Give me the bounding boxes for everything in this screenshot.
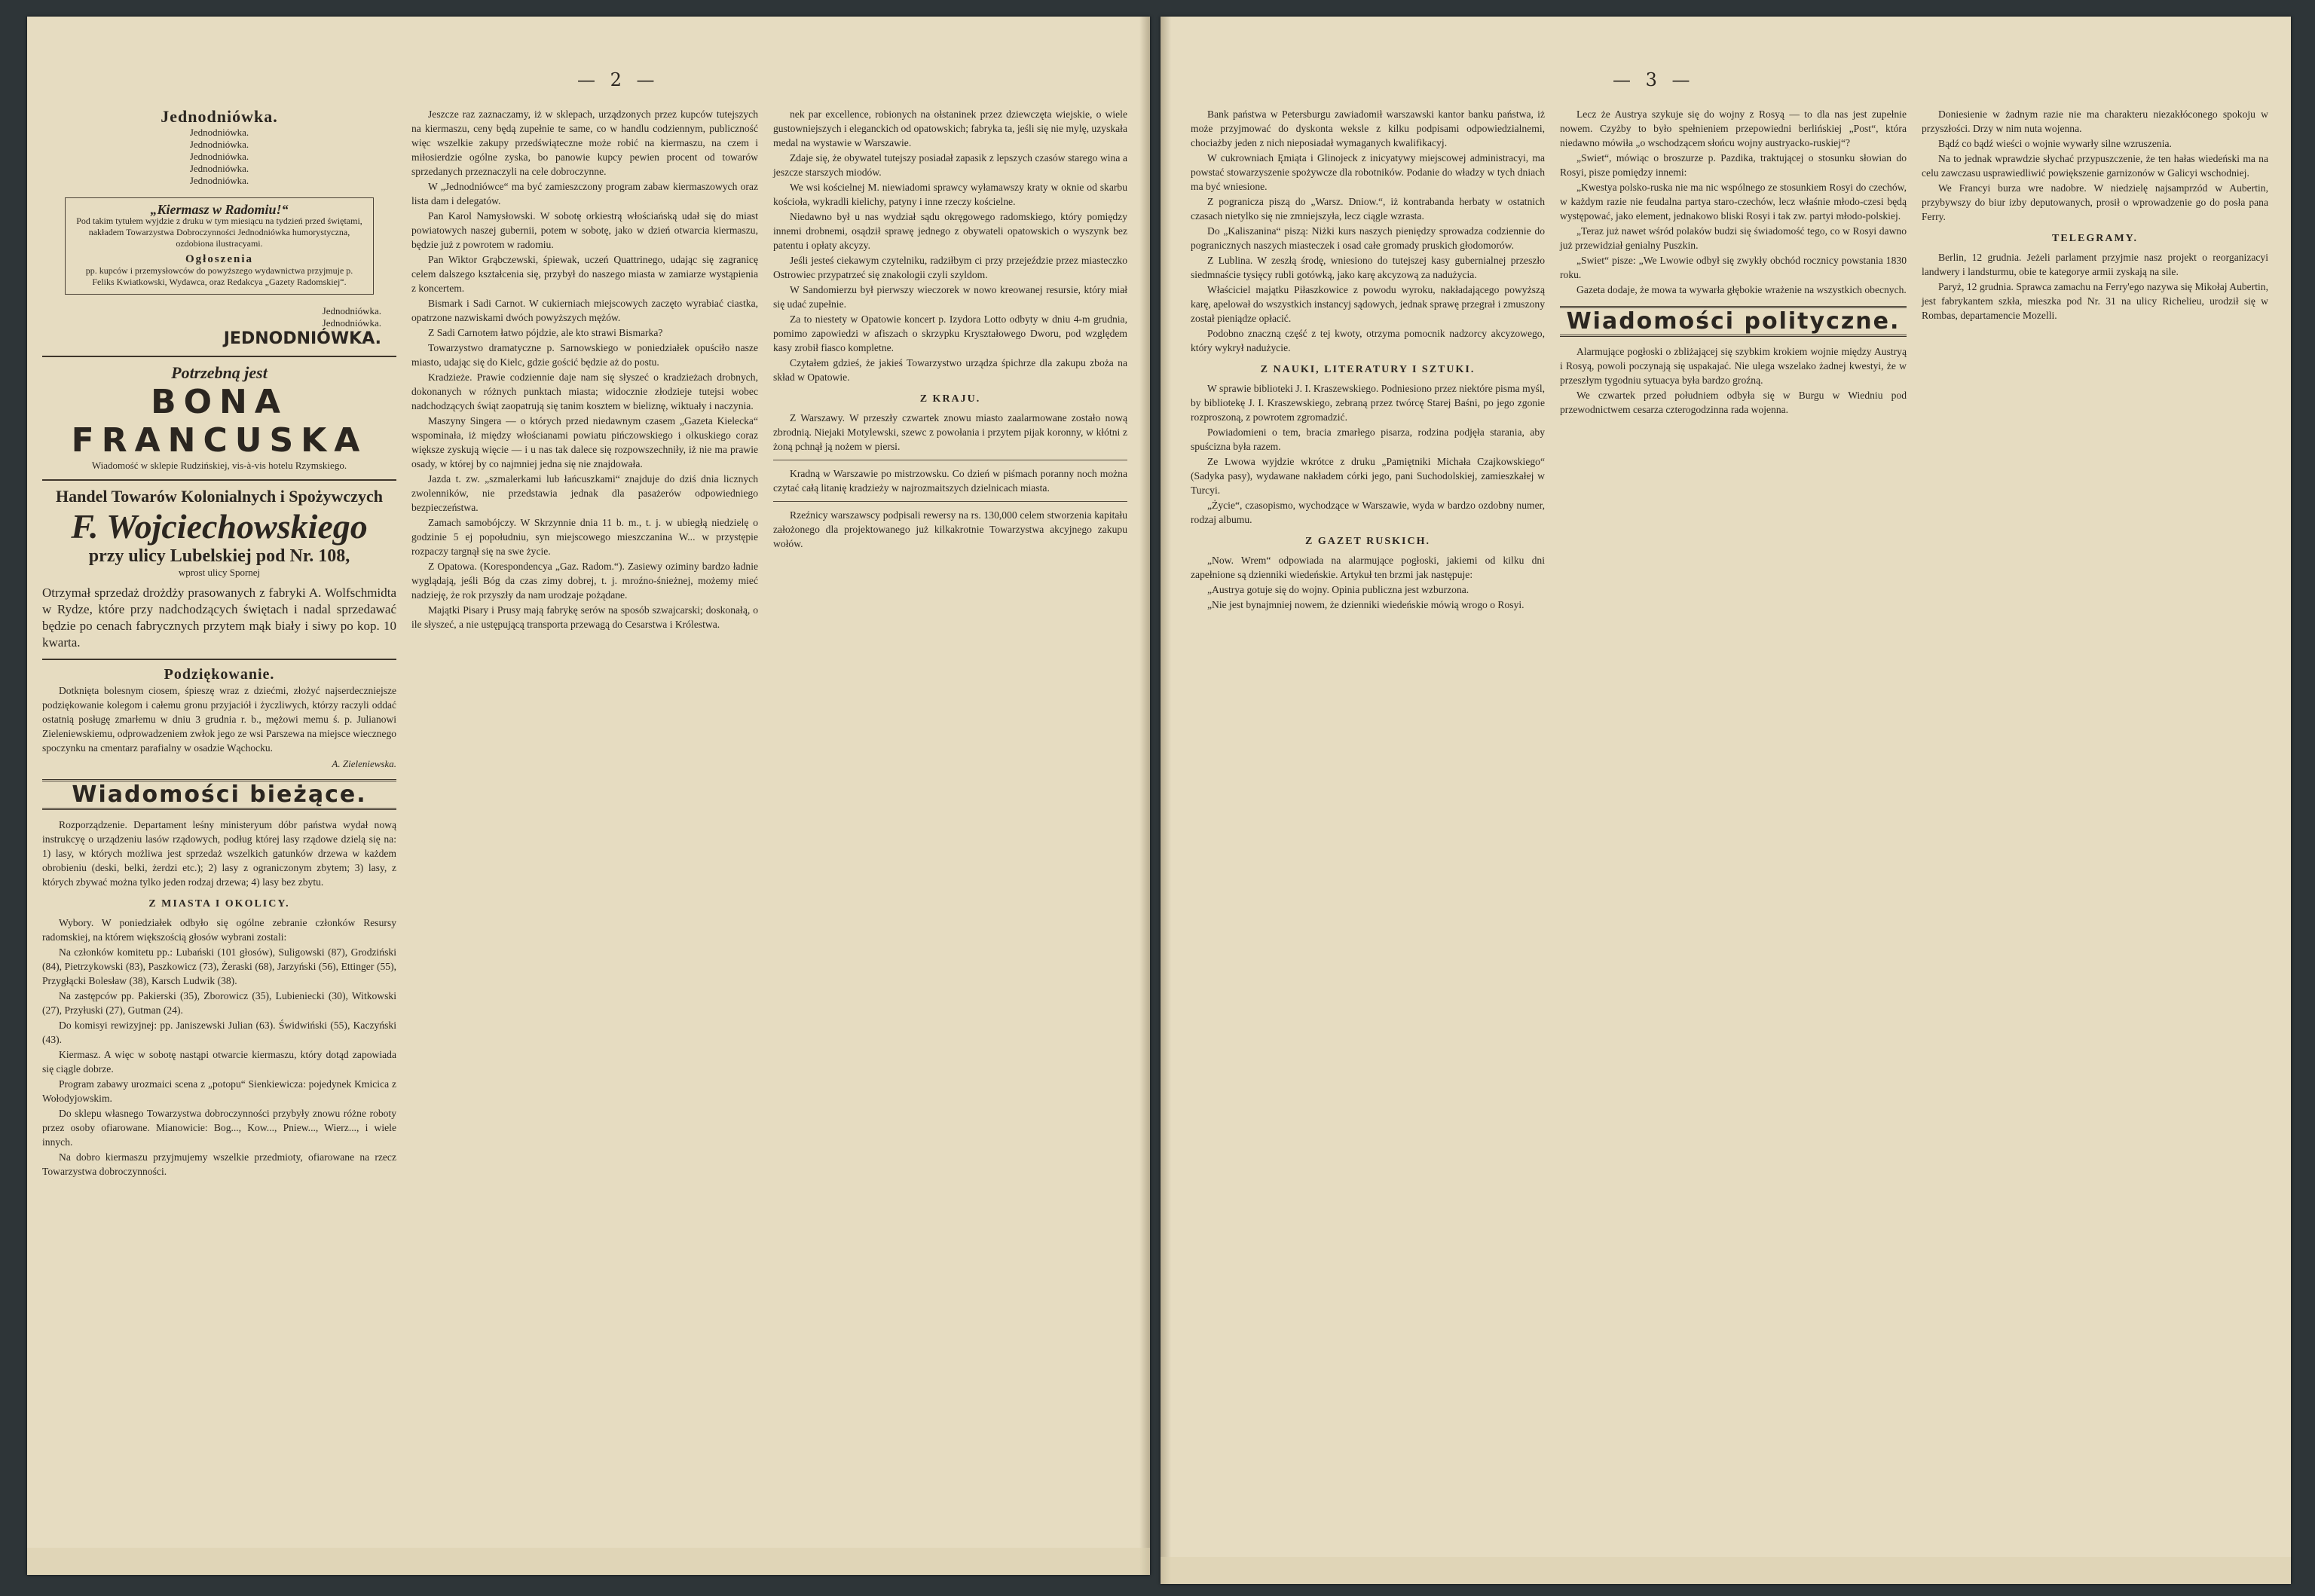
news-paragraph: Powiadomieni o tem, bracia zmarłego pisarza, rodzina podjęła starania, aby spuścizna była razem. — [1191, 427, 1545, 452]
news-paragraph: Zamach samobójczy. W Skrzynnie dnia 11 b. m., t. j. w ubiegłą niedzielę o godzinie 5 ej popołudniu, syn miejscowego mieszczanina W... w przystępie rozpaczy targnął się na swe życie. — [411, 517, 758, 557]
news-paragraph: Z Warszawy. W przeszły czwartek znowu miasto zaalarmowane zostało nową zbrodnią. Niejaki Motylewski, szewc z powołania i przytem pijak koronny, w kłótni z żoną pchnął ją nożem w piersi. — [773, 412, 1127, 452]
ad-jednodniowka-line: Jednodniówka. — [189, 151, 249, 162]
news-paragraph: Z pogranicza piszą do „Warsz. Dniow.“, iż kontrabanda herbaty w ostatnich czasach nietylko się nie zmniejszyła, lecz ciągle wzrasta. — [1191, 196, 1545, 222]
ad-ogloszenia-text: pp. kupców i przemysłowców do powyższego wydawnictwa przyjmuje p. Feliks Kwiatkowski, Wydawca, oraz Redakcya „Gazety Radomskiej“. — [85, 265, 353, 287]
news-paragraph: Ze Lwowa wyjdzie wkrótce z druku „Pamiętniki Michała Czajkowskiego“ (Sadyka pasy), wydawane nakładem córki jego, pani Suchodolskiej, zamieszkałej w Turcyi. — [1191, 456, 1545, 496]
right-page-column-2 — [1560, 107, 1907, 417]
subheading-z-kraju: Z KRAJU. — [919, 393, 981, 405]
subheading-telegramy: TELEGRAMY. — [2051, 233, 2138, 244]
news-paragraph: Maszyny Singera — o których przed niedawnym czasem „Gazeta Kielecka“ wspominała, iż między włościanami powiatu pińczowskiego i olkuskiego coraz większe zyskują więcie — i u nas tak dalece się rozpowszechniły, iż nie ma prawie osady, w której by co najmniej jedna się nie znajdowała. — [411, 415, 758, 469]
ad-jednodniowka-line: Jednodniówka. — [189, 127, 249, 138]
news-paragraph: Bank państwa w Petersburgu zawiadomił warszawski kantor banku państwa, iż może przyjmować do dyskonta weksle z kilku podpisami odpowiedzialnemi, chociażby jeden z nich nieposiadał wymaganych kwalifikacyj. — [1191, 109, 1545, 148]
news-paragraph: Z Lublina. W zeszłą środę, wniesiono do tutejszej kasy gubernialnej przeszło siedmnaście tysięcy rubli gotówką, jako karę akcyzową za nadużycia. — [1191, 255, 1545, 280]
news-paragraph: We Francyi burza wre nadobre. W niedzielę najsamprzód w Aubertin, przybywszy do biur izby deputowanych, prosił o wprowadzenie go do posła pana Ferry. — [1922, 182, 2268, 222]
subheading-z-gazet-ruskich: Z GAZET RUSKICH. — [1305, 536, 1430, 547]
paper-bottom-edge — [1161, 1557, 2291, 1584]
ad-jednodniowka-stack — [42, 107, 396, 187]
ad-jednodniowka-caps — [42, 305, 381, 348]
ad-jednodniowka-title: Jednodniówka. — [161, 107, 278, 126]
news-paragraph: W cukrowniach Ęmiąta i Glinojeck z inicyatywy miejscowej administracyi, ma powstać stowarzyszenie spożywcze dla robotników. Podanie do władzy w tych dniach ma być wniesione. — [1191, 152, 1545, 192]
paper-bottom-edge — [27, 1548, 1150, 1575]
ad-kiermasz-box — [65, 197, 374, 295]
ad-ogloszenia-title: Ogłoszenia — [185, 253, 253, 265]
news-paragraph: „Teraz już nawet wśród polaków budzi się świadomość tego, co w Rosyi dawno już przewidział genialny Puszkin. — [1560, 225, 1907, 251]
section-heading-wiadomosci-polityczne: Wiadomości polityczne. — [1560, 306, 1907, 337]
advertisement-column — [42, 107, 396, 1179]
ad-podpis: A. Zieleniewska. — [332, 758, 396, 769]
news-paragraph: Bądź co bądź wieści o wojnie wywarły silne wzruszenia. — [1938, 138, 2172, 149]
news-section — [42, 779, 396, 1179]
news-paragraph: Do „Kaliszanina“ piszą: Niżki kurs naszych pieniędzy sprowadza codziennie do pogranicznych naszych miasteczek i osad całe gromady pruskich głodomorów. — [1191, 225, 1545, 251]
news-paragraph: „Swiet“ pisze: „We Lwowie odbył się zwykły obchód rocznicy powstania 1830 roku. — [1560, 255, 1907, 280]
right-page-column-1 — [1191, 107, 1545, 613]
news-paragraph: Na członków komitetu pp.: Lubański (101 głosów), Suligowski (87), Grodziński (84), Pietrzykowski (83), Paszkowicz (73), Żeraski (68), Jarzyński (56), Ettinger (55), Przygłącki Bolesław (38), Karsch Ludwik (38). — [42, 946, 396, 986]
ad-bona — [42, 363, 396, 472]
news-paragraph: Lecz że Austrya szykuje się do wojny z Rosyą — to dla nas jest zupełnie nowem. Czyżby to było spełnieniem przepowiedni berlińskiej „Post“, która niedawno mówiła „o wschodzącem słońcu wojny austryacko-ruskiej“? — [1560, 109, 1907, 148]
news-paragraph: Z Sadi Carnotem łatwo pójdzie, ale kto strawi Bismarka? — [428, 327, 663, 338]
news-paragraph: Bismark i Sadi Carnot. W cukierniach miejscowych zaczęto wyrabiać ciastka, opatrzone nazwiskami dwóch powyższych mężów. — [411, 298, 758, 323]
news-paragraph: Jazda t. zw. „szmalerkami lub łańcuszkami“ znajduje do dziś dnia licznych zwolenników, nie przedstawia jednak dla pasażerów odpowiedniego bezpieczeństwa. — [411, 473, 758, 513]
news-paragraph: Niedawno był u nas wydział sądu okręgowego radomskiego, który pomiędzy innemi drobnemi, osądził sprawę jednego z obywateli opatowskich o wyszynk bez patentu i opłaty akcyzy. — [773, 211, 1127, 251]
ad-handel: Handel Towarów Kolonialnych i Spożywczych — [56, 487, 383, 506]
page-fold-shadow — [1161, 17, 1171, 1584]
ad-divider — [42, 356, 396, 357]
news-paragraph: We wsi kościelnej M. niewiadomi sprawcy wyłamawszy kraty w oknie od skarbu kościoła, wykradli kielichy, patyny i inne rzeczy kościelne. — [773, 182, 1127, 207]
news-paragraph: Rozporządzenie. Departament leśny ministeryum dóbr państwa wydał nową instrukcyę o urządzeniu lasów rządowych, podług której lasy rządowe dzielą się na: 1) lasy, w których możliwa jest sprzedaż wszelkich gatunków drzewa w każdem obrobieniu (deski, belki, żerdzi etc.); 2) lasy z ograniczonym zbytem; 3) lasy, z których zbywać można tylko jeden rodzaj drzewa; 4) lasy bez zbytu. — [42, 819, 396, 888]
news-paragraph: Towarzystwo dramatyczne p. Sarnowskiego w poniedziałek opuściło nasze miasto, udając się do Kielc, gdzie gościć będzie aż do postu. — [411, 342, 758, 368]
news-paragraph: Jeszcze raz zaznaczamy, iż w sklepach, urządzonych przez kupców tutejszych na kiermaszu, ceny będą zupełnie te same, co w handlu codziennym, publiczność więc wszelkie zakupy przedświąteczne może robić na kiermaszu, na czem i miłosierdzie ogólne zyska, bo panowie kupcy pewien procent od towarów sprzedanych przeznaczyli na cele dobroczynne. — [411, 109, 758, 177]
news-paragraph: Program zabawy urozmaici scena z „potopu“ Sienkiewicza: pojedynek Kmicica z Wołodyjowskim. — [42, 1078, 396, 1104]
news-paragraph: Na zastępców pp. Pakierski (35), Zborowicz (35), Lubieniecki (30), Witkowski (27), Przyłuski (27), Gutman (24). — [42, 990, 396, 1016]
ad-jednodniowka-line: Jednodniówka. — [189, 139, 249, 150]
news-paragraph: Alarmujące pogłoski o zbliżającej się szybkim krokiem wojnie między Austryą i Rosyą, powoli poczynają się uspakajać. Nie ulega wszelako żadnej kwestyi, że w przeszłym tygodniu sytuacya była bardzo groźną. — [1560, 346, 1907, 386]
ad-jednodniowka-line: Jednodniówka. — [189, 175, 249, 186]
subheading-z-miasta: Z MIASTA I OKOLICY. — [148, 898, 290, 910]
right-page-column-3 — [1922, 107, 2268, 323]
news-paragraph: Kradzieże. Prawie codziennie daje nam się słyszeć o kradzieżach drobnych, dokonanych w różnych punktach miasta; widocznie złodzieje tutejsi wobec nadchodzących świąt zaopatrują się tanim kosztem w bieliznę, wiktuały i naczynia. — [411, 371, 758, 411]
news-paragraph: Wybory. W poniedziałek odbyło się ogólne zebranie członków Resursy radomskiej, na którem większością głosów wybrani zostali: — [42, 917, 396, 943]
ad-jednodniowka-line: Jednodniówka. — [189, 163, 249, 174]
news-paragraph: Pan Karol Namysłowski. W sobotę orkiestrą włościańską udał się do miast powiatowych naszej gubernii, potem w sobotę, jako w dzień otwarcia kiermaszu, będzie już z powrotem w radomiu. — [411, 210, 758, 250]
news-paragraph: Kiermasz. A więc w sobotę nastąpi otwarcie kiermaszu, który dotąd zapowiada się ciągle dobrze. — [42, 1049, 396, 1075]
ad-jednodniowka-caps-text: JEDNODNIÓWKA. — [223, 329, 381, 348]
ad-wojciechowski-name: F. Wojciechowskiego — [71, 507, 368, 546]
news-paragraph: Majątki Pisary i Prusy mają fabrykę serów na sposób szwajcarski; doskonałą, o ile słyszeć, a nie ustępującą transporta przewagą do Cesarstwa i Królestwa. — [411, 604, 758, 630]
news-paragraph: Gazeta dodaje, że mowa ta wywarła głębokie wrażenie na wszystkich obecnych. — [1576, 284, 1907, 295]
ad-divider — [42, 479, 396, 481]
news-paragraph: „Życie“, czasopismo, wychodzące w Warszawie, wyda w bardzo ozdobny numer, rodzaj albumu. — [1191, 500, 1545, 525]
news-paragraph: nek par excellence, robionych na ołstaninek przez dziewczęta wiejskie, o wiele gustowniejszych i eleganckich od opatowskich; fabryka ta, jeśli się nie mylę, uzyskała medal na wystawie w Warszawie. — [773, 109, 1127, 148]
news-paragraph: Zdaje się, że obywatel tutejszy posiadał zapasik z lepszych czasów starego wina a jeszcze starszych miodów. — [773, 152, 1127, 178]
news-paragraph: Na to jednak wprawdzie słychać przypuszczenie, że ten hałas wiedeński ma na celu zawczasu usprawiedliwić powiększenie garnizonów w Galicyi wschodniej. — [1922, 153, 2268, 179]
page-number-left: — 2 — — [577, 69, 659, 90]
ad-kiermasz-text: Pod takim tytułem wyjdzie z druku w tym miesiącu na tydzień przed świętami, nakładem Towarzystwa Dobroczynności Jednodniówka humorystyczna, ozdobiona ilustracyami. — [76, 216, 362, 249]
ad-podziekowanie — [42, 666, 396, 770]
news-paragraph: Kradną w Warszawie po mistrzowsku. Co dzień w piśmach poranny noch można czytać całą litanię kradzieży w najrozmaitszych dzielnicach miasta. — [773, 468, 1127, 494]
news-paragraph: W „Jednodniówce“ ma być zamieszczony program zabaw kiermaszowych oraz lista dam i delegatów. — [411, 181, 758, 206]
page-number-right: — 3 — — [1613, 69, 1695, 90]
news-paragraph: „Kwestya polsko-ruska nie ma nic wspólnego ze stosunkiem Rosyi do czechów, w każdym razie nie feudalna partya staro-czechów, lecz właśnie młodo-czesi będą występować, jako element, jednakowo bliski Rosyi i tak zw. partyi młodo-polskiej. — [1560, 182, 1907, 222]
ad-podziekowanie-text: Dotknięta bolesnym ciosem, śpieszę wraz z dziećmi, złożyć najserdeczniejsze podziękowanie kolegom i całemu gronu przyjaciół i życzliwych, którzy raczyli oddać ostatnią posługę zmarłemu w dniu 3 grudnia r. b., mężowi memu ś. p. Julianowi Zieleniewskiemu, odprowadzeniem zwłok jego ze wsi Parszewa na miejsce wiecznego spoczynku na cmentarz parafialny w osadzie Wąchocku. — [42, 685, 396, 754]
news-paragraph: „Swiet“, mówiąc o broszurze p. Pazdika, traktującej o stosunku słowian do Rosyi, pisze pomiędzy innemi: — [1560, 152, 1907, 178]
news-paragraph: W Sandomierzu był pierwszy wieczorek w nowo kreowanej resursie, który miał się udać zupełnie. — [773, 284, 1127, 310]
news-paragraph: We czwartek przed południem odbyła się w Burgu w Wiedniu pod przewodnictwem cesarza czterogodzinna rada wojenna. — [1560, 390, 1907, 415]
left-page-column-3 — [773, 107, 1127, 552]
news-paragraph: Za to niestety w Opatowie koncert p. Izydora Lotto odbyty w dniu 4-m grudnia, pomimo zapowiedzi w afiszach o skrzypku Kryształowego Dworu, pod względem kasy zrobił fiasco kompletne. — [773, 313, 1127, 353]
ad-ulica: przy ulicy Lubelskiej pod Nr. 108, — [88, 546, 350, 566]
news-paragraph: Czytałem gdzieś, że jakieś Towarzystwo urządza śpichrze dla zakupu zboża na skład w Opatowie. — [773, 357, 1127, 383]
subheading-z-nauki: Z NAUKI, LITERATURY I SZTUKI. — [1260, 364, 1476, 375]
news-paragraph: Podobno znaczną część z tej kwoty, otrzyma pomocnik nadzorcy akcyzowego, który wykrył nadużycie. — [1191, 328, 1545, 353]
ad-bona-info: Wiadomość w sklepie Rudzińskiej, vis-à-vis hotelu Rzymskiego. — [91, 460, 347, 471]
news-paragraph: Rzeźnicy warszawscy podpisali rewersy na rs. 130,000 celem stworzenia kapitału założonego dla projektowanego już kilkakrotnie Towarzystwa akcyjnego zakupu wołów. — [773, 509, 1127, 549]
page-fold-shadow — [1139, 17, 1150, 1575]
news-paragraph: W sprawie biblioteki J. I. Kraszewskiego. Podniesiono przez niektóre pisma myśl, by bibliotekę J. I. Kraszewskiego, zebraną przez twórcę Starej Baśni, po jego zgonie rozproszoną, z powrotem zgromadzić. — [1191, 383, 1545, 423]
news-paragraph: Doniesienie w żadnym razie nie ma charakteru niezakłóconego spokoju w przyszłości. Drzy w nim nuta wojenna. — [1922, 109, 2268, 134]
ad-podziekowanie-title: Podziękowanie. — [164, 666, 275, 683]
ad-kiermasz-title: „Kiermasz w Radomiu!“ — [150, 202, 289, 217]
news-paragraph: Do komisyi rewizyjnej: pp. Janiszewski Julian (63). Świdwiński (55), Kaczyński (43). — [42, 1020, 396, 1045]
news-paragraph: „Austrya gotuje się do wojny. Opinia publiczna jest wzburzona. — [1207, 584, 1469, 595]
news-paragraph: Właściciel majątku Piłaszkowice z powodu wyroku, nakładającego powyższą karę, apelował do wszystkich instancyj sądowych, jednak sprawę przegrał i zmuszony został pieniądze opłacić. — [1191, 284, 1545, 324]
left-page-column-2 — [411, 107, 758, 632]
news-paragraph: Do sklepu własnego Towarzystwa dobroczynności przybyły znowu różne roboty przez osoby ofiarowane. Mianowicie: Bog..., Kow..., Pniew..., Wierz..., i wiele innych. — [42, 1108, 396, 1148]
news-paragraph: Paryż, 12 grudnia. Sprawca zamachu na Ferry'ego nazywa się Mikołaj Aubertin, jest fabrykantem szkła, mieszka pod Nr. 31 na ulicy Richelieu, urodził się w Rombas, departamencie Mozelli. — [1922, 281, 2268, 321]
news-paragraph: „Nie jest bynajmniej nowem, że dzienniki wiedeńskie mówią wrogo o Rosyi. — [1207, 599, 1524, 610]
section-heading-wiadomosci-biezace: Wiadomości bieżące. — [42, 779, 396, 810]
news-paragraph: „Now. Wrem“ odpowiada na alarmujące pogłoski, jakiemi od kilku dni zapełnione są dzienniki wiedeńskie. Artykuł ten brzmi jak następuje: — [1191, 555, 1545, 580]
ad-jednodniowka-line: Jednodniówka. — [322, 305, 381, 316]
ad-jednodniowka-line: Jednodniówka. — [322, 317, 381, 329]
news-paragraph: Z Opatowa. (Korespondencya „Gaz. Radom.“). Zasiewy oziminy bardzo ładnie wyglądają, jeśli Bóg da czas zimy dobrej, t. j. mroźno-śnieżnej, możemy mieć nadzieję, że rok przyszły da nam urodzaje pożądane. — [411, 561, 758, 601]
ad-bona-title: BONA FRANCUSKA — [71, 383, 368, 460]
right-newspaper-page — [1161, 17, 2291, 1584]
ad-otrzymal: Otrzymał sprzedaż drożdży prasowanych z fabryki A. Wolfschmidta w Rydze, które przy nadchodzących świętach i nadal sprzedawać będzie po cenach fabrycznych przytem mąk biały i siwy po kop. 10 kwarta. — [42, 586, 396, 650]
left-newspaper-page — [27, 17, 1150, 1575]
news-paragraph: Na dobro kiermaszu przyjmujemy wszelkie przedmioty, ofiarowane na rzecz Towarzystwa dobroczynności. — [42, 1151, 396, 1177]
news-paragraph: Pan Wiktor Grąbczewski, śpiewak, uczeń Quattrinego, udając się zagranicę celem dalszego kształcenia się, przybył do naszego miasta w zamiarze wystąpienia z koncertem. — [411, 254, 758, 294]
ad-divider — [42, 659, 396, 660]
news-paragraph: Jeśli jesteś ciekawym czytelniku, radziłbym ci przy przejeździe przez miasteczko Ostrowiec przypatrzeć się znakologii czyli szyldom. — [773, 255, 1127, 280]
ad-bona-potrzebna: Potrzebną jest — [171, 363, 268, 382]
ad-ulica2: wprost ulicy Spornej — [178, 567, 261, 578]
paragraph-divider — [773, 501, 1127, 502]
ad-wojciechowski — [42, 487, 396, 651]
news-paragraph: Berlin, 12 grudnia. Jeżeli parlament przyjmie nasz projekt o reorganizacyi landwery i landsturmu, obie te kategorye armii zyskają na sile. — [1922, 252, 2268, 277]
